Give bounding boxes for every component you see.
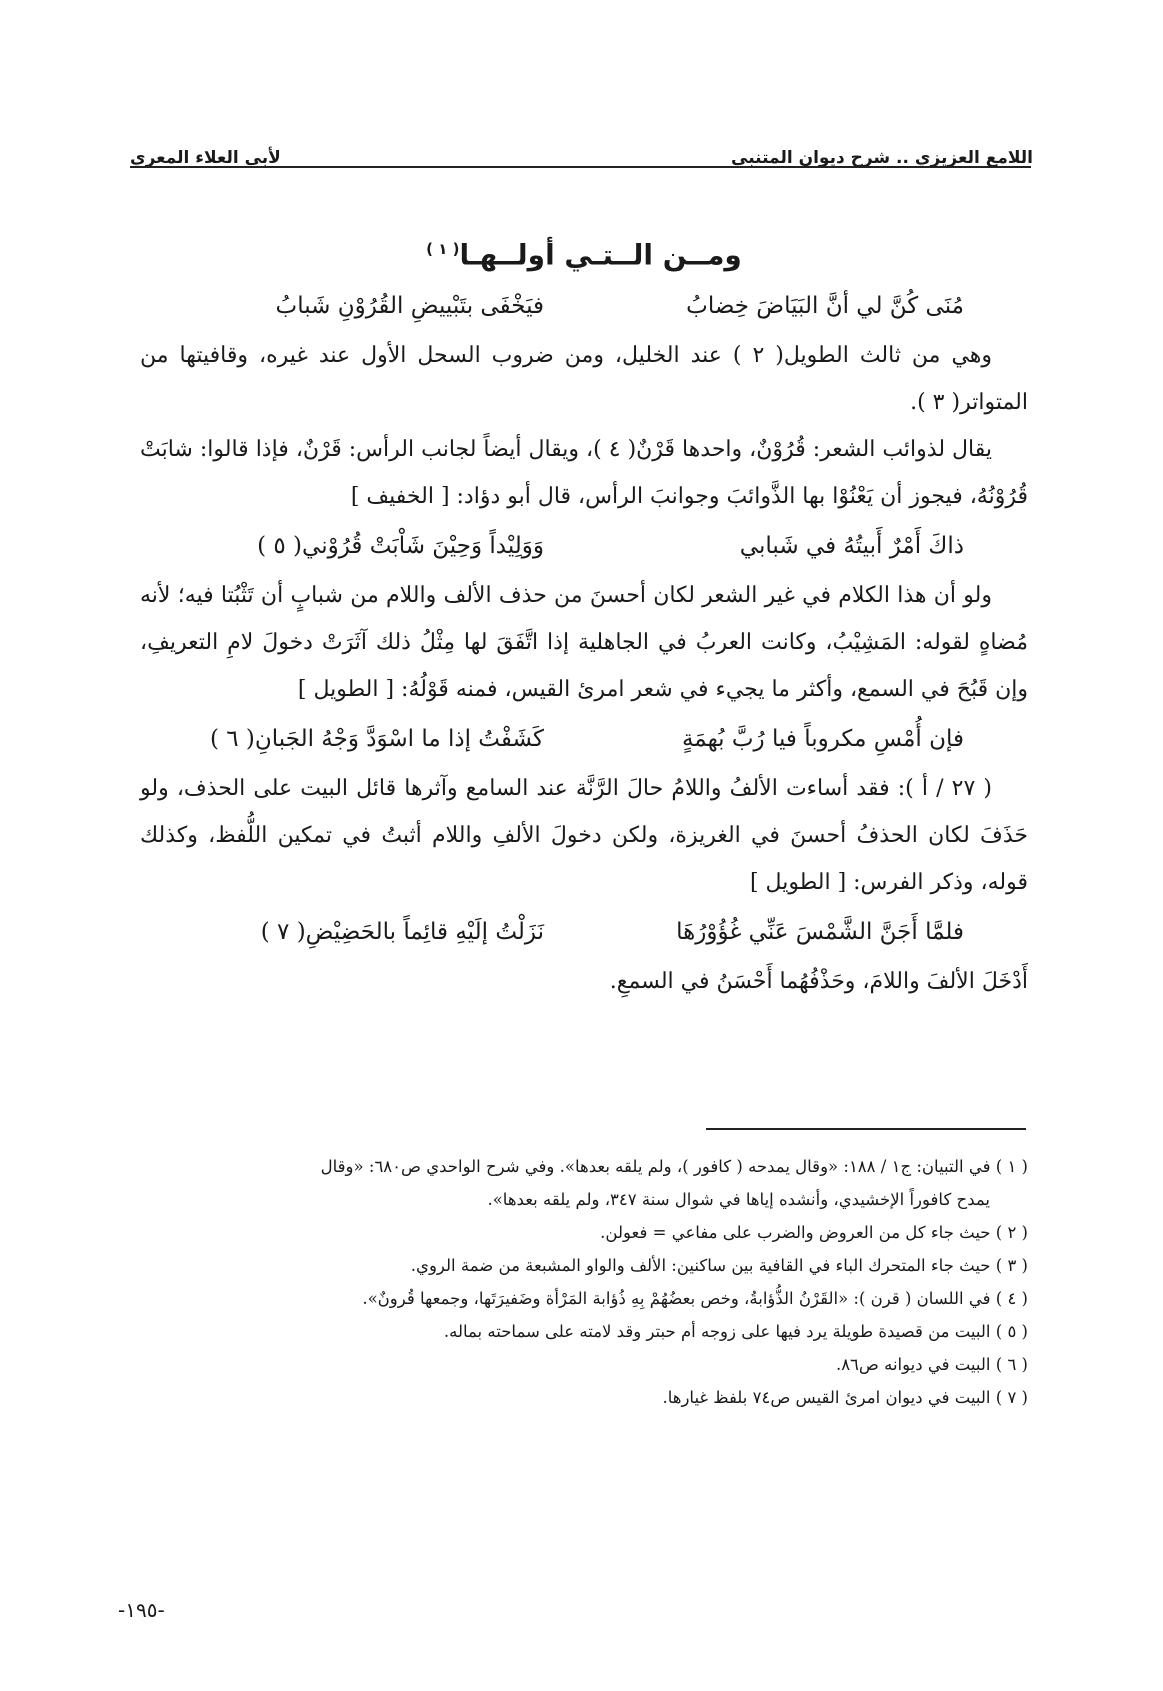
header-divider — [130, 166, 1031, 168]
footnote-5: ( ٥ ) البيت من قصيدة طويلة يرد فيها على زوجه أم حبتر وقد لامته على سماحته بماله. — [443, 1322, 1028, 1341]
verse-1 — [140, 280, 1028, 332]
footnote-7: ( ٧ ) البيت في ديوان امرئ القيس ص٧٤ بلفظ غيارها. — [662, 1388, 1028, 1407]
verse-hemistich-second: نَزَلْتُ إلَيْهِ قائِماً بالحَضِيْضِ( ٧ ) — [260, 919, 544, 945]
footnote-3: ( ٣ ) حيث جاء المتحرك الباء في القافية بين ساكنين: الألف والواو المشبعة من ضمة الروي. — [410, 1256, 1028, 1275]
verse-hemistich-first: ذاكَ أَمْرٌ أَبيتُهُ في شَبابي — [739, 533, 964, 559]
verse-hemistich-first: فلمَّا أَجَنَّ الشَّمْسَ عَنِّي غُؤُوْرُهَا — [676, 919, 964, 945]
paragraph-closing: أَدْخَلَ الألفَ واللامَ، وحَذْفُهُما أَحْسَنُ في السمعِ. — [609, 969, 1028, 994]
verse-hemistich-second: فيَخْفَى بتَبْييضِ القُرُوْنِ شَبابُ — [275, 293, 544, 319]
header-author: لأبي العلاء المعري — [130, 148, 281, 168]
paragraph-article-usage: ولو أن هذا الكلام في غير الشعر لكان أحسنَ من حذف الألف واللام من شبابٍ أن تَثْبُتا فيه؛ لأنه مُضاهٍ لقوله: المَشِيْبُ، وكانت العربُ في الجاهلية إذا اتَّفَقَ لها مِثْلُ ذلك آثَرَتْ دخولَ لامِ التعريفِ، وإن قَبُحَ في السمع، وأكثر ما يجيء في شعر امرئ القيس، فمنه قَوْلُهُ: [ الطويل ] — [140, 583, 1028, 702]
page-number: -١٩٥- — [118, 1598, 165, 1622]
footnote-1: ( ١ ) في التبيان: ج١ / ١٨٨: «وقال يمدحه ( كافور )، ولم يلقه بعدها». وفي شرح الواحدي ص٦٨٠: «وقال — [320, 1157, 1028, 1176]
footnote-4: ( ٤ ) في اللسان ( قرن ): «القَرْنُ الذُّؤابةُ، وخص بعضُهُمْ بِهِ ذُؤابة المَرْأة وضَفيرَتَها، وجمعها قُرونٌ». — [362, 1289, 1028, 1308]
main-text — [140, 228, 1028, 1005]
verse-3 — [140, 713, 1028, 765]
paragraph-meter: وهي من ثالث الطويل( ٢ ) عند الخليل، ومن ضروب السحل الأول عند غيره، وقافيتها من المتواتر( ٣ ). — [140, 343, 1028, 415]
paragraph-qurun: يقال لذوائب الشعر: قُرُوْنٌ، واحدها قَرْنٌ( ٤ )، ويقال أيضاً لجانب الرأس: قَرْنٌ، فإذا قالوا: شابَتْ قُرُوْنُهُ، فيجوز أن يَعْنُوْا بها الذَّوائبَ وجوانبَ الرأس، قال أبو دؤاد: [ الخفيف ] — [140, 437, 1028, 509]
poem-title — [140, 228, 1028, 270]
verse-hemistich-second: وَوَلِيْداً وَحِيْنَ شَاْبَتْ قُرُوْني( ٥ ) — [257, 533, 544, 559]
verse-hemistich-second: كَشَفْتُ إذا ما اسْوَدَّ وَجْهُ الجَبانِ( ٦ ) — [209, 726, 544, 752]
verse-hemistich-first: مُنَى كُنَّ لي أنَّ البَيَاضَ خِضابُ — [686, 293, 964, 319]
verse-2 — [140, 520, 1028, 572]
poem-title-text: ومــن الــتـي أولــهـا — [459, 238, 742, 272]
paragraph-folio-27a: ( ٢٧ / أ ): فقد أساءت الألفُ واللامُ حالَ الرَّنَّة عند السامع وآثرها قائل البيت على الحذف، ولو حَذَفَ لكان الحذفُ أحسنَ في الغريزة، ولكن دخولَ الألفِ واللام أثبتُ في تمكين اللُّفظ، وكذلك قوله، وذكر الفرس: [ الطويل ] — [140, 776, 1028, 895]
footnote-2: ( ٢ ) حيث جاء كل من العروض والضرب على مفاعي = فعولن. — [600, 1223, 1028, 1242]
running-header — [130, 128, 1033, 168]
header-book-title: اللامع العزيزي .. شرح ديوان المتنبي — [731, 148, 1033, 168]
poem-title-note: ( ١ ) — [426, 240, 460, 258]
footnote-divider — [706, 1128, 1026, 1130]
footnotes — [140, 1150, 1028, 1414]
footnote-6: ( ٦ ) البيت في ديوانه ص٨٦. — [835, 1355, 1028, 1374]
footnote-1-continuation: يمدح كافوراً الإخشيدي، وأنشده إياها في شوال سنة ٣٤٧، ولم يلقه بعدها». — [487, 1190, 990, 1209]
verse-hemistich-first: فإن أُمْسِ مكروباً فيا رُبَّ بُهمَةٍ — [681, 726, 964, 752]
verse-4 — [140, 906, 1028, 958]
